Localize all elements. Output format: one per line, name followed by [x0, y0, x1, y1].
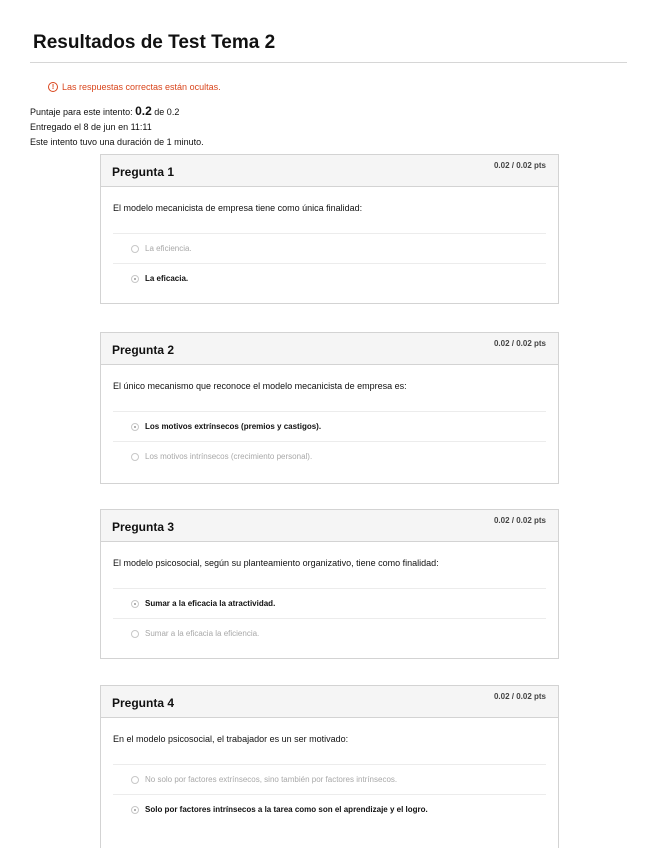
page-title: Resultados de Test Tema 2	[33, 32, 276, 53]
answer-text: Los motivos extrínsecos (premios y castigos).	[145, 422, 322, 431]
answer-option[interactable]	[113, 263, 546, 293]
attempt-score	[30, 104, 179, 118]
question-title: Pregunta 1	[112, 165, 175, 179]
attempt-duration: Este intento tuvo una duración de 1 minuto.	[30, 137, 204, 147]
answer-option[interactable]	[113, 764, 546, 794]
warning-icon: !	[48, 82, 58, 92]
question-text: El único mecanismo que reconoce el modelo mecanicista de empresa es:	[113, 381, 407, 391]
question-card	[100, 509, 559, 659]
answer-text: No solo por factores extrínsecos, sino también por factores intrínsecos.	[145, 775, 398, 784]
answer-option[interactable]	[113, 588, 546, 618]
submitted-date: Entregado el 8 de jun en 11:11	[30, 122, 152, 132]
question-header	[101, 510, 558, 542]
answer-text: Sumar a la eficacia la eficiencia.	[145, 629, 260, 638]
answer-text: Sumar a la eficacia la atractividad.	[145, 599, 276, 608]
answer-option[interactable]	[113, 441, 546, 471]
question-points: 0.02 / 0.02 pts	[493, 692, 546, 701]
radio-icon	[131, 245, 139, 253]
radio-icon	[131, 776, 139, 784]
answer-list	[101, 588, 558, 648]
answer-list	[101, 411, 558, 471]
question-points: 0.02 / 0.02 pts	[493, 516, 546, 525]
radio-selected-icon	[131, 275, 139, 283]
question-text: En el modelo psicosocial, el trabajador es un ser motivado:	[113, 734, 349, 744]
question-card	[100, 685, 559, 848]
hidden-answers-notice	[48, 82, 221, 92]
question-title: Pregunta 3	[112, 520, 175, 534]
score-value: 0.2	[135, 104, 152, 118]
question-header	[101, 155, 558, 187]
question-title: Pregunta 2	[112, 343, 175, 357]
score-total: de 0.2	[154, 107, 180, 117]
radio-selected-icon	[131, 806, 139, 814]
question-header	[101, 333, 558, 365]
radio-icon	[131, 453, 139, 461]
question-card	[100, 332, 559, 484]
score-label: Puntaje para este intento:	[30, 107, 133, 117]
radio-icon	[131, 630, 139, 638]
notice-text: Las respuestas correctas están ocultas.	[62, 82, 221, 92]
question-title: Pregunta 4	[112, 696, 175, 710]
question-card	[100, 154, 559, 304]
question-text: El modelo mecanicista de empresa tiene como única finalidad:	[113, 203, 363, 213]
answer-option[interactable]	[113, 411, 546, 441]
answer-list	[101, 764, 558, 824]
question-header	[101, 686, 558, 718]
answer-text: La eficiencia.	[145, 244, 192, 253]
answer-option[interactable]	[113, 233, 546, 263]
radio-selected-icon	[131, 600, 139, 608]
title-divider	[30, 62, 627, 63]
radio-selected-icon	[131, 423, 139, 431]
answer-text: Los motivos intrínsecos (crecimiento personal).	[145, 452, 313, 461]
answer-option[interactable]	[113, 618, 546, 648]
answer-text: Solo por factores intrínsecos a la tarea como son el aprendizaje y el logro.	[145, 805, 428, 814]
answer-text: La eficacia.	[145, 274, 189, 283]
question-text: El modelo psicosocial, según su planteamiento organizativo, tiene como finalidad:	[113, 558, 439, 568]
question-points: 0.02 / 0.02 pts	[493, 161, 546, 170]
answer-option[interactable]	[113, 794, 546, 824]
question-points: 0.02 / 0.02 pts	[493, 339, 546, 348]
answer-list	[101, 233, 558, 293]
